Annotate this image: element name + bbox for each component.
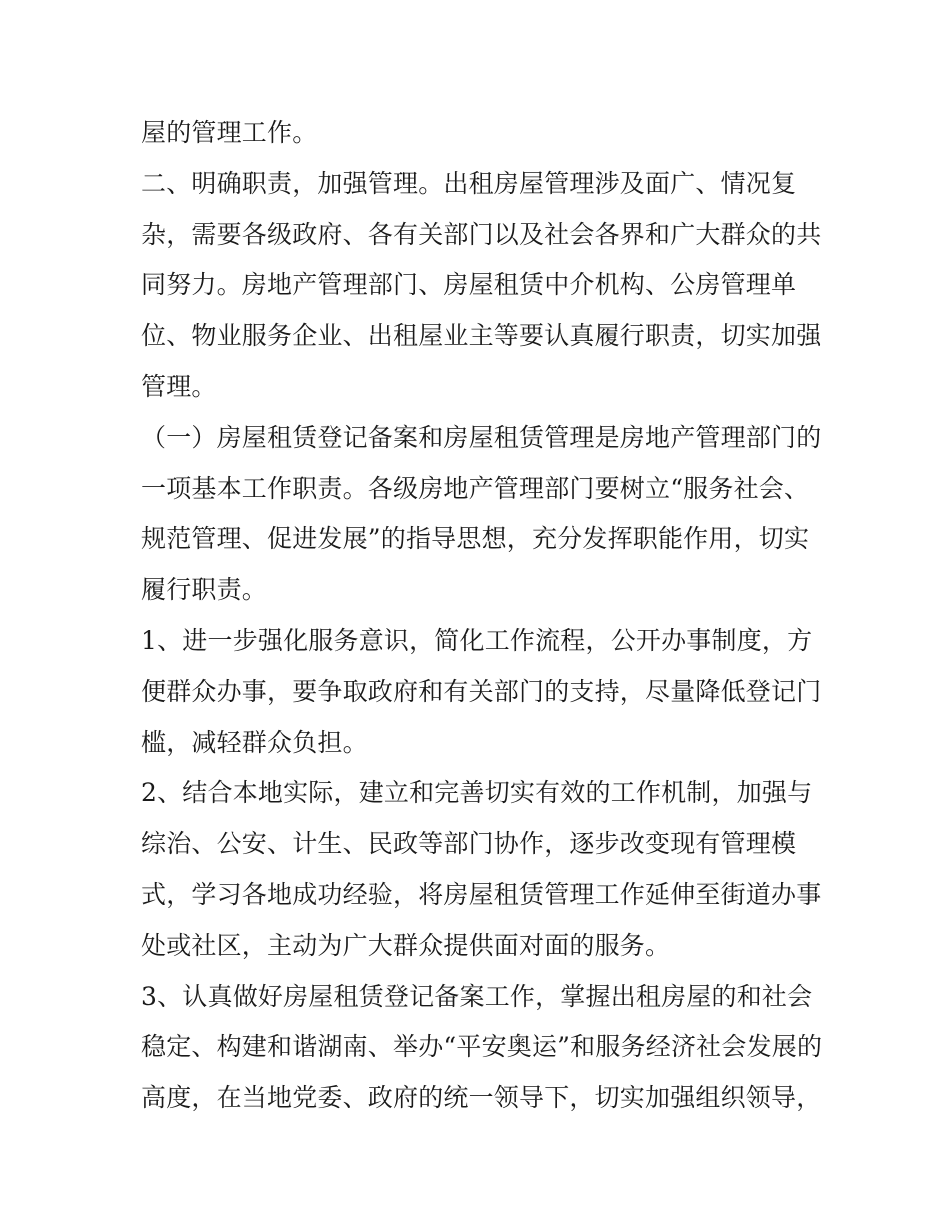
text-line: 式，学习各地成功经验，将房屋租赁管理工作延伸至街道办事 xyxy=(141,879,822,909)
text-line: 屋的管理工作。 xyxy=(141,118,318,147)
text-line: 处或社区，主动为广大群众提供面对面的服务。 xyxy=(141,930,671,960)
text-line: 二、明确职责，加强管理。出租房屋管理涉及面广、情况复 xyxy=(141,168,797,198)
text-line: 同努力。房地产管理部门、房屋租赁中介机构、公房管理单 xyxy=(141,270,797,300)
text-line: （一）房屋租赁登记备案和房屋租赁管理是房地产管理部门的 xyxy=(141,422,822,452)
text-line: 一项基本工作职责。各级房地产管理部门要树立“服务社会、 xyxy=(141,473,810,503)
text-line: 管理。 xyxy=(141,371,217,401)
text-line: 高度，在当地党委、政府的统一领导下，切实加强组织领导， xyxy=(141,1083,822,1113)
text-line: 稳定、构建和谐湖南、举办“平安奥运”和服务经济社会发展的 xyxy=(141,1032,823,1062)
text-line: 便群众办事，要争取政府和有关部门的支持，尽量降低登记门 xyxy=(141,676,822,706)
text-line: 槛，减轻群众负担。 xyxy=(141,727,368,757)
text-line: 位、物业服务企业、出租屋业主等要认真履行职责，切实加强 xyxy=(141,321,822,351)
text-line: 杂，需要各级政府、各有关部门以及社会各界和广大群众的共 xyxy=(141,219,822,249)
text-line: 3、认真做好房屋租赁登记备案工作，掌握出租房屋的和社会 xyxy=(141,981,813,1011)
text-line: 履行职责。 xyxy=(141,575,268,605)
text-line: 综治、公安、计生、民政等部门协作，逐步改变现有管理模 xyxy=(141,829,797,859)
text-line: 2、结合本地实际，建立和完善切实有效的工作机制，加强与 xyxy=(141,778,813,808)
text-line: 规范管理、促进发展”的指导思想，充分发挥职能作用，切实 xyxy=(141,524,810,554)
text-line: 1、进一步强化服务意识，简化工作流程，公开办事制度，方 xyxy=(141,625,813,655)
document-body xyxy=(141,108,823,1124)
